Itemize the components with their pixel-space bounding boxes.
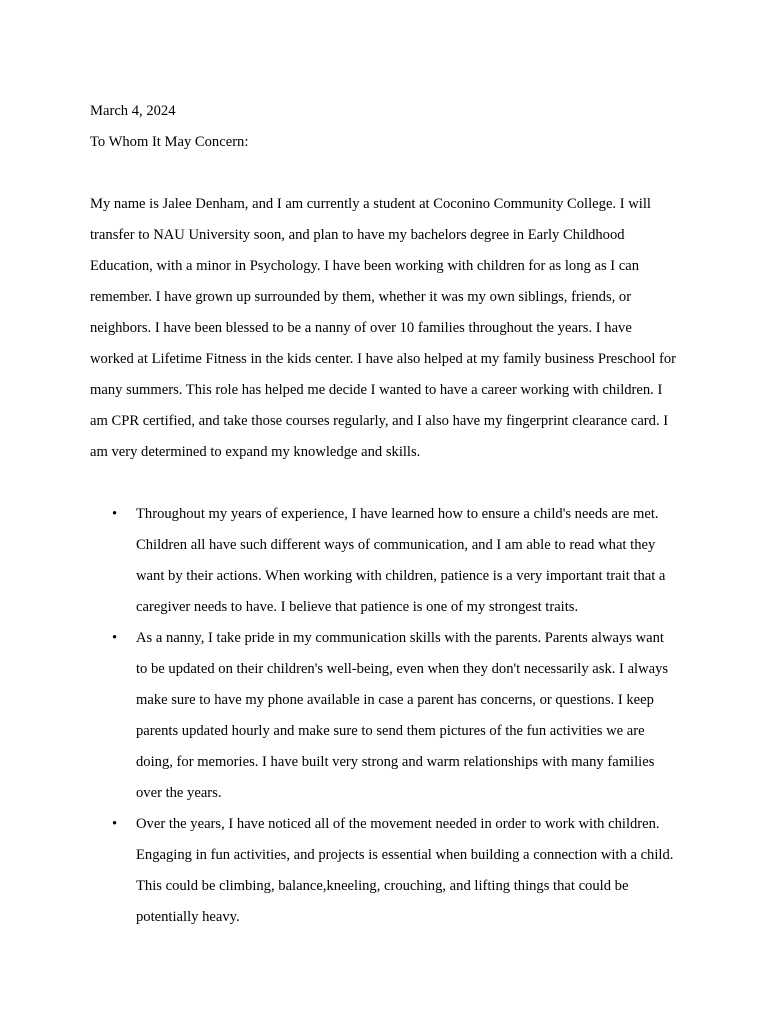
list-item-text: As a nanny, I take pride in my communication skills with the parents. Parents always want to be updated on their children's well-being, even when they don't necessarily ask. I always make sure to have my phone available in case a parent has concerns, or questions. I keep parents updated hourly and make sure to send them pictures of the fun activities we are doing, for memories. I have built very strong and warm relationships with many families over the years. bbox=[136, 630, 669, 801]
bullet-icon: • bbox=[112, 630, 118, 646]
list-item bbox=[90, 809, 678, 933]
bullet-icon: • bbox=[112, 816, 118, 832]
list-item bbox=[90, 623, 678, 809]
salutation-line: To Whom It May Concern: bbox=[90, 134, 249, 150]
list-item-text: Over the years, I have noticed all of the movement needed in order to work with children. Engaging in fun activities, and projects is essential when building a connection with a child. This could be climbing, balance,kneeling, crouching, and lifting things that could be potentially heavy. bbox=[136, 816, 674, 925]
bullet-icon: • bbox=[112, 506, 118, 522]
intro-paragraph: My name is Jalee Denham, and I am currently a student at Coconino Community College. I will transfer to NAU University soon, and plan to have my bachelors degree in Early Childhood Education, with a minor in Psychology. I have been working with children for as long as I can remember. I have grown up surrounded by them, whether it was my own siblings, friends, or neighbors. I have been blessed to be a nanny of over 10 families throughout the years. I have worked at Lifetime Fitness in the kids center. I have also helped at my family business Preschool for many summers. This role has helped me decide I wanted to have a career working with children. I am CPR certified, and take those courses regularly, and I also have my fingerprint clearance card. I am very determined to expand my knowledge and skills. bbox=[90, 196, 677, 460]
list-item bbox=[90, 499, 678, 623]
blank-line-1 bbox=[90, 158, 678, 189]
qualifications-list bbox=[90, 499, 678, 933]
date-line: March 4, 2024 bbox=[90, 103, 176, 119]
list-item-text: Throughout my years of experience, I have learned how to ensure a child's needs are met. Children all have such different ways of communication, and I am able to read what they want by their actions. When working with children, patience is a very important trait that a caregiver needs to have. I believe that patience is one of my strongest traits. bbox=[136, 506, 666, 615]
document-body bbox=[90, 96, 678, 933]
